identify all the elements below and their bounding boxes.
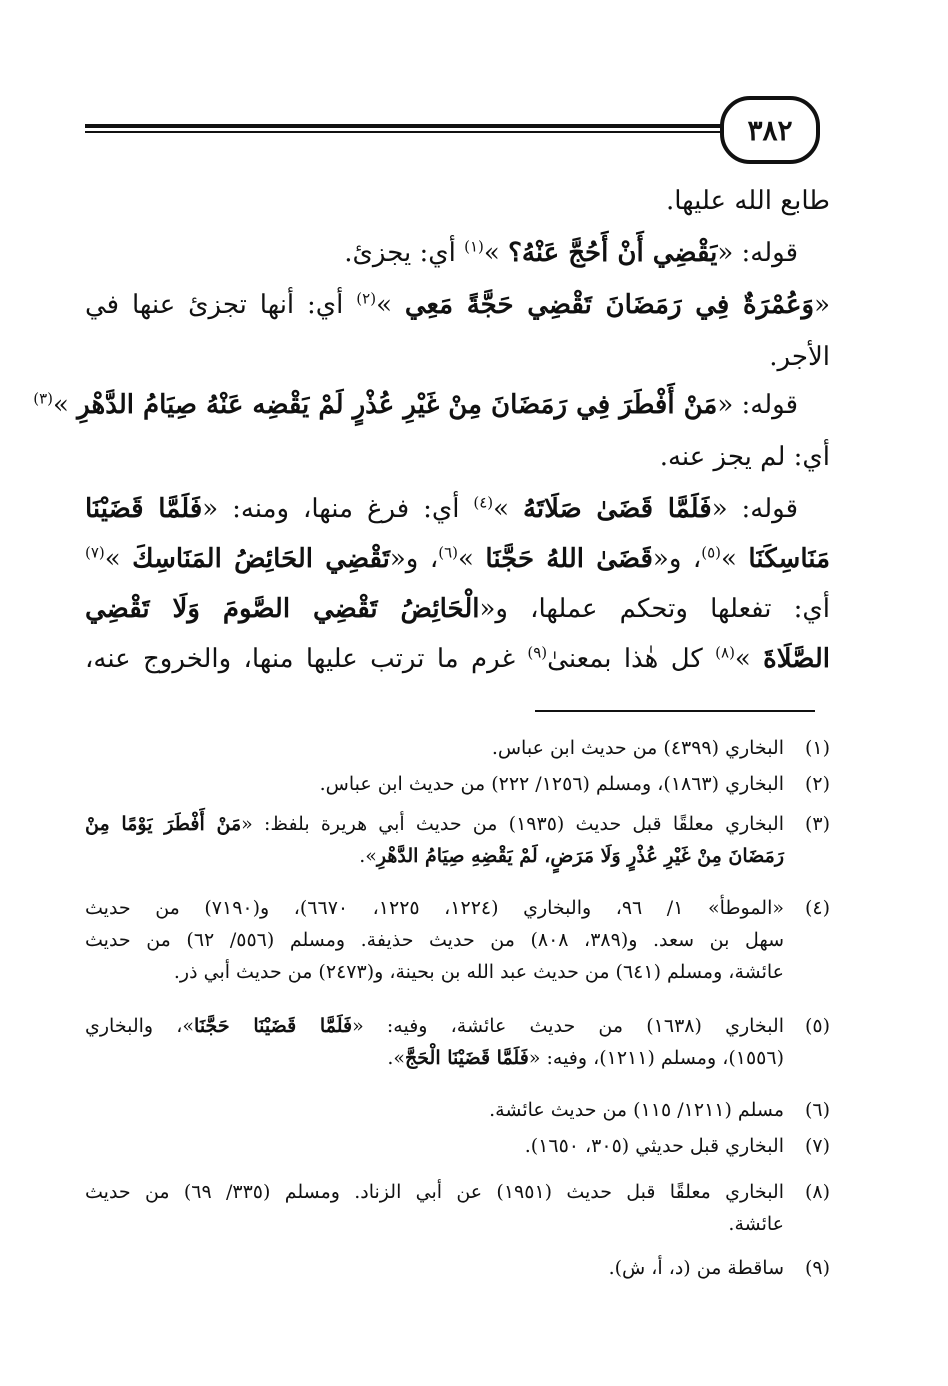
text-run: »: [52, 390, 78, 420]
text-run: البخاري (٤٣٩٩) من حديث ابن عباس.: [491, 737, 784, 759]
footnote-line: [85, 1252, 784, 1284]
text-line: [33, 384, 798, 426]
footnote-text: [85, 808, 784, 872]
footnote: [85, 1094, 830, 1126]
text-run: أي: لم يجز عنه.: [659, 442, 830, 472]
text-run: »: [493, 494, 523, 524]
text-run: طابع الله عليها.: [665, 186, 830, 216]
hadith-quote: الْحَائِضُ تَقْضِي الصَّومَ وَلَا تَقْضِي: [85, 594, 480, 624]
hadith-quote: قَضَىٰ اللهُ حَجَّنَا: [485, 544, 653, 574]
footnote-separator: [535, 710, 815, 712]
text-line: [85, 638, 830, 680]
text-run: البخاري (١٦٣٨) من حديث عائشة، وفيه: «: [352, 1015, 784, 1037]
text-line: [85, 436, 830, 478]
footnote: [85, 892, 830, 988]
footnote-line: [85, 732, 784, 764]
text-run: أي: تفعلها وتحكم عملها، و«: [479, 594, 830, 624]
footnote: [85, 1252, 830, 1284]
footnote-ref: (٩): [527, 643, 548, 662]
hadith-quote: تَقْضِي الحَائِضُ المَنَاسِكَ: [132, 544, 390, 574]
text-run: البخاري قبل حديثي (٣٠٥، ١٦٥٠).: [524, 1135, 784, 1157]
text-run: البخاري معلقًا قبل حديث (١٩٥١) عن أبي الزناد. ومسلم (٣٣٥/ ٦٩) من حديث: [85, 1181, 784, 1203]
text-line: [85, 588, 830, 630]
footnote: [85, 768, 830, 800]
text-run: قوله: «: [711, 494, 799, 524]
text-run: »: [104, 544, 133, 574]
text-line: [85, 488, 798, 530]
hadith-quote: مَنَاسِكَنَا: [748, 544, 831, 574]
footnote-line: [85, 1010, 784, 1042]
footnote-ref: (٤): [473, 493, 494, 512]
text-run: «: [814, 290, 831, 320]
text-run: سهل بن سعد. و(٣٨٩، ٨٠٨) من حديث حذيفة. ومسلم (٥٥٦/ ٦٢) من حديث: [85, 929, 785, 951]
footnote-line: [85, 808, 784, 840]
footnote-line: [85, 1176, 784, 1208]
footnote-line: [85, 956, 784, 988]
text-run: ساقطة من (د، أ، ش).: [608, 1257, 784, 1279]
text-run: عائشة.: [728, 1213, 784, 1235]
footnote-number: (٣): [804, 813, 830, 835]
text-run: كل هٰذا بمعنىٰ: [547, 644, 716, 674]
footnote-number: (٢): [804, 773, 830, 795]
text-run: ».: [387, 1047, 406, 1069]
text-run: البخاري معلقًا قبل حديث (١٩٣٥) من حديث أبي هريرة بلفظ: «: [241, 813, 784, 835]
text-run: »: [734, 644, 764, 674]
footnote-number: (٤): [804, 897, 830, 919]
text-run: (١٥٥٦)، ومسلم (١٢١١)، وفيه: «: [528, 1047, 784, 1069]
text-run: »: [721, 544, 749, 574]
text-line: [85, 284, 830, 326]
text-line: [85, 180, 830, 222]
text-run: »: [483, 238, 509, 268]
footnote-ref: (٧): [85, 543, 105, 562]
footnote-number: (٩): [804, 1257, 830, 1279]
text-run: ، و«: [389, 544, 439, 574]
hadith-quote: فَلَمَّا قَضَيْنَا حَجَّنَا: [194, 1015, 353, 1037]
footnote: [85, 732, 830, 764]
footnote-line: [85, 1130, 784, 1162]
footnote-number: (٦): [804, 1099, 830, 1121]
footnote-number: (٥): [804, 1015, 830, 1037]
text-line: [85, 336, 830, 378]
text-line: [85, 232, 798, 274]
footnote-text: [85, 732, 784, 764]
header-rule: [85, 124, 815, 128]
footnote-text: [85, 892, 784, 988]
footnote-text: [85, 768, 784, 800]
text-run: مسلم (١٢١١/ ١١٥) من حديث عائشة.: [489, 1099, 784, 1121]
text-run: ».: [359, 845, 377, 867]
hadith-quote: يَقْضِي أَنْ أَحُجَّ عَنْهُ؟: [508, 238, 718, 268]
text-run: أي: أنها تجزئ عنها في: [85, 290, 357, 320]
page-number-badge: [720, 96, 820, 164]
footnote-line: [85, 892, 784, 924]
footnote-text: [85, 1094, 784, 1126]
hadith-quote: رَمَضَانَ مِنْ غَيْرِ عُذْرٍ وَلَا مَرَضٍ، لَمْ يَقْضِهِ صِيَامُ الدَّهْرِ: [376, 845, 784, 867]
text-run: «الموطأ» ١/ ٩٦، والبخاري (١٢٢٤، ١٢٢٥، ٦٦٧٠)، و(٧١٩٠) من حديث: [85, 897, 784, 919]
footnote-line: [85, 840, 784, 872]
footnote-ref: (٥): [701, 543, 722, 562]
footnote-ref: (٣): [33, 389, 53, 408]
text-line: [85, 538, 830, 580]
footnote-text: [85, 1010, 784, 1074]
text-run: أي: يجزئ.: [344, 238, 465, 268]
hadith-quote: فَلَمَّا قَضَيْنَا: [85, 494, 203, 524]
text-run: البخاري (١٨٦٣)، ومسلم (١٢٥٦/ ٢٢٢) من حديث ابن عباس.: [319, 773, 784, 795]
footnote-number: (١): [804, 737, 830, 759]
header-rule-thin: [85, 131, 815, 133]
footnote: [85, 808, 830, 872]
text-run: الأجر.: [769, 342, 830, 372]
text-run: قوله: «: [717, 390, 798, 420]
text-run: »: [376, 290, 405, 320]
footnote-ref: (٢): [356, 289, 377, 308]
text-run: ، و«: [652, 544, 702, 574]
text-run: قوله: «: [717, 238, 798, 268]
text-run: »، والبخاري: [85, 1015, 195, 1037]
footnote: [85, 1130, 830, 1162]
text-run: أي: فرغ منها، ومنه: «: [202, 494, 474, 524]
footnote-line: [85, 1094, 784, 1126]
footnote-line: [85, 924, 784, 956]
footnote: [85, 1010, 830, 1074]
text-run: عائشة، ومسلم (٦٤١) من حديث عبد الله بن بحينة، و(٢٤٧٣) من حديث أبي ذر.: [173, 961, 784, 983]
footnote-text: [85, 1176, 784, 1240]
page-number: ٣٨٢: [747, 113, 793, 147]
hadith-quote: الصَّلَاةَ: [763, 644, 830, 674]
footnote-number: (٧): [804, 1135, 830, 1157]
footnote-line: [85, 768, 784, 800]
hadith-quote: مَنْ أَفْطَرَ يَوْمًا مِنْ: [85, 813, 242, 835]
text-run: غرم ما ترتب عليها منها، والخروج عنه،: [85, 644, 528, 674]
footnote-text: [85, 1252, 784, 1284]
hadith-quote: فَلَمَّا قَضَيْنَا الْحَجَّ: [405, 1047, 529, 1069]
footnote-line: [85, 1208, 784, 1240]
footnote-ref: (٨): [715, 643, 735, 662]
footnote-ref: (١): [464, 237, 484, 256]
footnote-ref: (٦): [438, 543, 459, 562]
hadith-quote: فَلَمَّا قَضَىٰ صَلَاتَهُ: [522, 494, 712, 524]
footnote-number: (٨): [804, 1181, 830, 1203]
text-run: »: [458, 544, 486, 574]
footnote: [85, 1176, 830, 1240]
hadith-quote: مَنْ أَفْطَرَ فِي رَمَضَانَ مِنْ غَيْرِ عُذْرٍ لَمْ يَقْضِه عَنْهُ صِيَامُ الدَّهْرِ: [77, 390, 718, 420]
footnote-text: [85, 1130, 784, 1162]
footnote-line: [85, 1042, 784, 1074]
hadith-quote: وَعُمْرَةٌ فِي رَمَضَانَ تَقْضِي حَجَّةً مَعِي: [404, 290, 815, 320]
